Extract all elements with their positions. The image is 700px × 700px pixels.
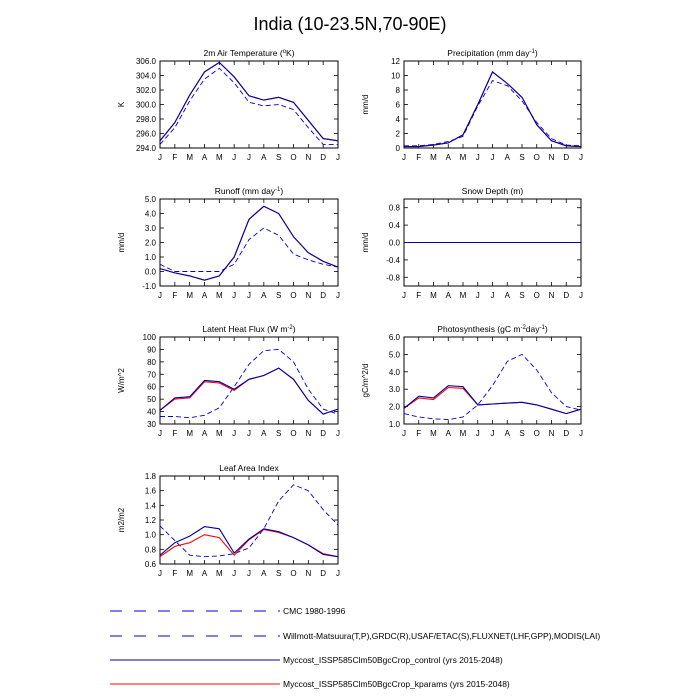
- x-tick-label: J: [336, 429, 340, 438]
- chart-gpp: [361, 324, 583, 438]
- x-tick-label: A: [261, 429, 267, 438]
- panel-title-1: Precipitation (mm day$^{-1}$): [447, 48, 538, 58]
- y-tick-label: 3.0: [388, 385, 400, 395]
- y-tick-label: -0.8: [386, 273, 400, 283]
- series-control-prec: [404, 72, 581, 147]
- x-tick-label: N: [305, 153, 312, 162]
- x-tick-label: D: [563, 291, 570, 300]
- x-tick-label: N: [548, 291, 555, 300]
- x-tick-label: J: [475, 153, 480, 162]
- x-tick-label: A: [261, 153, 267, 162]
- x-tick-label: F: [172, 153, 178, 162]
- x-tick-label: S: [275, 153, 282, 162]
- panel-title-4: Latent Heat Flux (W $m^{-2}$): [202, 324, 296, 334]
- x-tick-label: O: [290, 429, 297, 438]
- chart-tsa: [117, 48, 340, 162]
- y-tick-label: -1.0: [142, 282, 156, 291]
- y-tick-label: 0.4: [388, 221, 400, 231]
- y-tick-label: 1.4: [144, 501, 156, 511]
- x-tick-label: M: [186, 291, 194, 300]
- y-tick-label: -0.4: [386, 255, 400, 265]
- y-tick-label: 298.0: [135, 115, 156, 124]
- series-kparams-lhf: [160, 368, 338, 414]
- y-tick-label: 1.6: [144, 486, 156, 496]
- y-tick-label: 3.0: [144, 224, 156, 233]
- x-tick-label: A: [201, 153, 208, 162]
- x-tick-label: N: [305, 429, 312, 438]
- x-tick-label: J: [158, 569, 162, 578]
- x-tick-label: F: [416, 291, 422, 300]
- y-tick-label: 300.0: [135, 100, 156, 110]
- y-tick-label: 8: [395, 86, 400, 95]
- x-tick-label: S: [519, 429, 525, 438]
- y-tick-label: 294.0: [135, 144, 156, 153]
- x-tick-label: F: [416, 153, 422, 162]
- x-tick-label: J: [336, 291, 340, 300]
- series-group: [160, 62, 338, 144]
- x-tick-label: S: [275, 429, 282, 438]
- series-group: [160, 349, 338, 417]
- y-tick-label: 302.0: [135, 86, 156, 95]
- x-tick-label: O: [533, 291, 540, 300]
- x-tick-label: A: [201, 291, 208, 300]
- panel-title-2: Runoff (mm day$^{-1}$): [214, 186, 284, 196]
- y-tick-label: 30: [147, 420, 156, 429]
- y-axis-label: mm/d: [361, 94, 370, 115]
- x-tick-label: S: [275, 569, 282, 578]
- plot-frame-lhf: [160, 337, 338, 424]
- x-tick-label: M: [430, 429, 437, 438]
- x-tick-label: F: [172, 429, 178, 438]
- plot-frame-prec: [404, 61, 581, 148]
- x-tick-label: M: [215, 153, 223, 162]
- x-tick-label: A: [445, 153, 451, 162]
- plot-frame-runoff: [160, 199, 338, 286]
- x-tick-label: J: [336, 153, 340, 162]
- x-tick-label: D: [563, 153, 570, 162]
- legend-label-1: Willmott-Matsuura(T,P),GRDC(R),USAF/ETAC(S),FLUXNET(LHF,GPP),MODIS(LAI): [283, 631, 601, 641]
- y-tick-label: 1.2: [144, 516, 156, 525]
- y-tick-label: 0.0: [388, 238, 400, 248]
- legend-label-0: CMC 1980-1996: [283, 606, 346, 616]
- y-tick-label: 0.0: [144, 267, 156, 277]
- x-tick-label: J: [232, 291, 237, 300]
- x-tick-label: J: [247, 153, 251, 162]
- plot-frame-gpp: [404, 337, 581, 424]
- figure-title: India (10-23.5N,70-90E): [253, 14, 447, 34]
- x-tick-label: A: [261, 291, 267, 300]
- y-axis-label: m2/m2: [117, 507, 126, 533]
- panel-title-5: Photosynthesis (gC $m^{-2}day^{-1}$): [437, 324, 548, 334]
- series-kparams-prec: [404, 72, 581, 147]
- x-tick-label: J: [247, 291, 251, 300]
- y-axis-label: K: [117, 101, 126, 108]
- series-kparams-lai: [160, 530, 338, 557]
- y-tick-label: 6: [395, 100, 400, 110]
- x-tick-label: J: [158, 153, 162, 162]
- x-tick-label: J: [336, 569, 340, 578]
- y-tick-label: 296.0: [135, 129, 156, 139]
- y-tick-label: 306.0: [135, 57, 156, 66]
- y-tick-label: 40: [147, 407, 156, 417]
- panel-title-6: Leaf Area Index: [219, 463, 279, 473]
- x-tick-label: M: [215, 291, 223, 300]
- x-tick-label: A: [201, 429, 208, 438]
- x-tick-label: A: [201, 569, 208, 578]
- y-tick-label: 2: [395, 129, 400, 139]
- plot-frame-tsa: [160, 61, 338, 148]
- y-axis-label: W/m^2: [117, 368, 126, 393]
- x-tick-label: M: [459, 291, 467, 300]
- legend-label-3: Myccost_ISSP585Clm50BgcCrop_kparams (yrs 2015-2048): [283, 679, 510, 689]
- panel-title-3: Snow Depth (m): [461, 186, 524, 196]
- x-tick-label: S: [275, 291, 282, 300]
- panel-title-0: 2m Air Temperature ($^o$K): [203, 48, 295, 58]
- y-tick-label: 12: [391, 57, 400, 66]
- x-tick-label: D: [320, 291, 327, 300]
- x-tick-label: J: [475, 291, 480, 300]
- x-tick-label: A: [445, 429, 451, 438]
- x-tick-label: M: [186, 153, 194, 162]
- x-tick-label: M: [186, 569, 194, 578]
- x-tick-label: J: [579, 153, 583, 162]
- plot-frame-lai: [160, 476, 338, 564]
- series-control-lhf: [160, 368, 338, 414]
- x-tick-label: M: [459, 153, 467, 162]
- x-tick-label: O: [533, 153, 540, 162]
- x-tick-label: N: [305, 291, 312, 300]
- x-tick-label: A: [261, 569, 267, 578]
- y-tick-label: 0.8: [388, 203, 400, 213]
- y-tick-label: 1.0: [388, 420, 400, 429]
- series-group: [404, 354, 581, 419]
- x-tick-label: F: [172, 291, 178, 300]
- x-tick-label: M: [215, 569, 223, 578]
- y-tick-label: 70: [147, 370, 156, 380]
- x-tick-label: N: [548, 429, 555, 438]
- chart-prec: [361, 48, 583, 162]
- x-tick-label: J: [247, 429, 251, 438]
- y-tick-label: 80: [147, 357, 156, 367]
- x-tick-label: A: [445, 291, 451, 300]
- x-tick-label: F: [172, 569, 178, 578]
- y-tick-label: 6.0: [388, 333, 400, 342]
- y-tick-label: 1.0: [144, 253, 156, 262]
- x-tick-label: D: [320, 569, 327, 578]
- y-axis-label: gC/m^2/d: [361, 363, 370, 398]
- y-tick-label: 10: [391, 71, 400, 81]
- x-tick-label: J: [158, 291, 162, 300]
- series-group: [160, 206, 338, 280]
- series-obs-runoff: [160, 228, 338, 272]
- x-tick-label: J: [490, 429, 495, 438]
- x-tick-label: J: [475, 429, 480, 438]
- y-tick-label: 5.0: [388, 350, 400, 360]
- y-tick-label: 4.0: [144, 209, 156, 219]
- y-tick-label: 0.8: [144, 545, 156, 555]
- x-tick-label: S: [519, 291, 525, 300]
- chart-snow: [361, 186, 583, 300]
- x-tick-label: J: [402, 291, 406, 300]
- y-tick-label: 304.0: [135, 71, 156, 81]
- chart-lhf: [117, 324, 340, 438]
- y-tick-label: 90: [147, 345, 156, 355]
- x-tick-label: J: [247, 569, 251, 578]
- x-tick-label: M: [430, 291, 437, 300]
- chart-runoff: [117, 186, 340, 300]
- series-obs-prec: [404, 81, 581, 146]
- series-kparams-runoff: [160, 206, 338, 280]
- x-tick-label: M: [430, 153, 437, 162]
- x-tick-label: J: [579, 291, 583, 300]
- series-group: [160, 485, 338, 557]
- x-tick-label: J: [402, 153, 406, 162]
- series-control-lai: [160, 527, 338, 557]
- y-tick-label: 1.8: [144, 472, 156, 481]
- x-tick-label: J: [490, 153, 495, 162]
- series-obs-tsa: [160, 68, 338, 144]
- y-tick-label: 2.0: [388, 402, 400, 412]
- x-tick-label: O: [290, 569, 297, 578]
- y-tick-label: 2.0: [144, 238, 156, 248]
- series-control-tsa: [160, 62, 338, 140]
- x-tick-label: A: [504, 429, 510, 438]
- x-tick-label: J: [158, 429, 162, 438]
- chart-panels: [117, 48, 583, 578]
- x-tick-label: S: [519, 153, 525, 162]
- y-tick-label: 1.0: [144, 530, 156, 540]
- x-tick-label: D: [320, 153, 327, 162]
- x-tick-label: J: [232, 429, 237, 438]
- y-tick-label: 0: [395, 144, 400, 153]
- x-tick-label: J: [232, 153, 237, 162]
- x-tick-label: O: [533, 429, 540, 438]
- series-obs-lai: [160, 485, 338, 557]
- series-obs-lhf: [160, 349, 338, 417]
- x-tick-label: A: [504, 291, 510, 300]
- y-axis-label: mm/d: [361, 232, 370, 253]
- y-tick-label: 5.0: [144, 195, 156, 204]
- legend-label-2: Myccost_ISSP585Clm50BgcCrop_control (yrs 2015-2048): [283, 655, 503, 665]
- x-tick-label: F: [416, 429, 422, 438]
- y-tick-label: 4: [395, 115, 400, 124]
- x-tick-label: N: [548, 153, 555, 162]
- x-tick-label: D: [563, 429, 570, 438]
- chart-lai: [117, 463, 340, 578]
- y-tick-label: 60: [147, 382, 156, 392]
- x-tick-label: A: [504, 153, 510, 162]
- x-tick-label: M: [215, 429, 223, 438]
- x-tick-label: M: [186, 429, 194, 438]
- series-group: [404, 72, 581, 147]
- x-tick-label: O: [290, 153, 297, 162]
- y-tick-label: 0.6: [144, 560, 156, 569]
- y-tick-label: 100: [142, 333, 156, 342]
- x-tick-label: J: [402, 429, 406, 438]
- series-control-runoff: [160, 206, 338, 280]
- x-tick-label: J: [490, 291, 495, 300]
- x-tick-label: J: [579, 429, 583, 438]
- legend: [110, 606, 600, 689]
- y-axis-label: mm/d: [117, 232, 126, 253]
- x-tick-label: O: [290, 291, 297, 300]
- x-tick-label: M: [459, 429, 467, 438]
- x-tick-label: N: [305, 569, 312, 578]
- x-tick-label: J: [232, 569, 237, 578]
- x-tick-label: D: [320, 429, 327, 438]
- y-tick-label: 50: [147, 395, 156, 405]
- y-tick-label: 4.0: [388, 367, 400, 377]
